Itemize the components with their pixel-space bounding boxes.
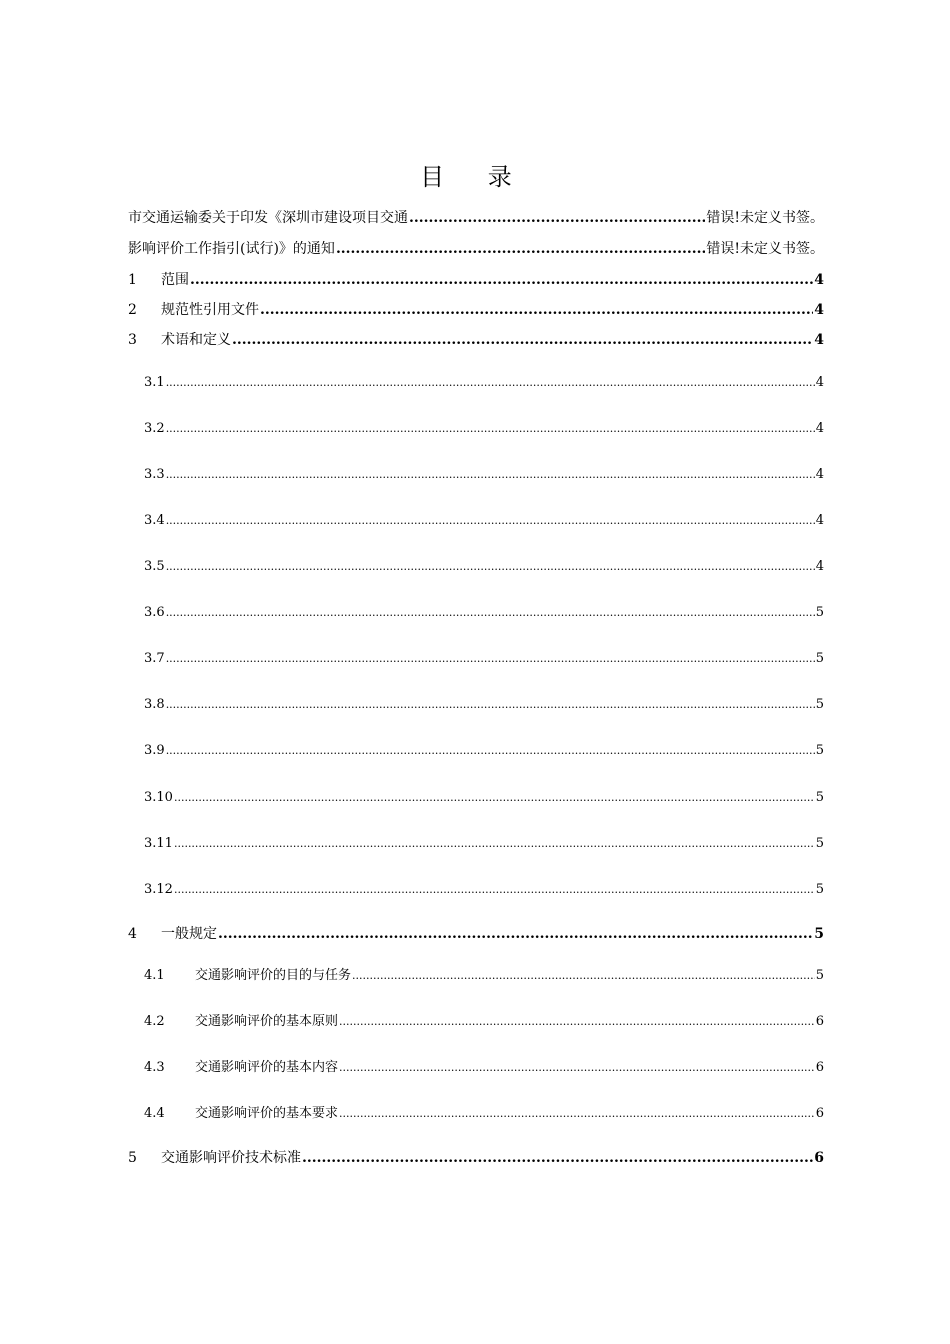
- toc-entry-number: 3.12: [144, 882, 173, 897]
- toc-entry-page: 4: [815, 467, 824, 482]
- toc-entry-text: 市交通运输委关于印发《深圳市建设项目交通: [128, 210, 408, 226]
- toc-entry-number: 5: [128, 1150, 137, 1166]
- toc-entry[interactable]: [128, 331, 824, 349]
- toc-entry[interactable]: [144, 1013, 824, 1031]
- toc-entry-page: 4: [815, 559, 824, 574]
- toc-entry-number: 4.2: [144, 1014, 165, 1029]
- toc-leader-dots: [302, 1149, 813, 1167]
- toc-entry-number: 3.3: [144, 467, 165, 482]
- toc-leader-dots: [166, 420, 815, 438]
- toc-entry-number: 3.2: [144, 421, 165, 436]
- toc-entry-page: 5: [815, 697, 824, 712]
- toc-entry-number: 1: [128, 272, 137, 288]
- toc-leader-dots: [174, 881, 815, 899]
- toc-entry-number: 4.1: [144, 968, 165, 983]
- toc-leader-dots: [174, 835, 815, 853]
- toc-entry[interactable]: [128, 271, 824, 289]
- toc-entry-text: 术语和定义: [161, 332, 231, 348]
- toc-entry-text: 影响评价工作指引(试行)》的通知: [128, 241, 335, 257]
- toc-leader-dots: [174, 789, 815, 807]
- toc-entry[interactable]: [144, 650, 824, 668]
- toc-leader-dots: [166, 374, 815, 392]
- toc-title: 目 录: [420, 163, 530, 191]
- toc-entry-text: 交通影响评价技术标准: [161, 1150, 301, 1166]
- toc-leader-dots: [166, 512, 815, 530]
- toc-entry-page: 5: [815, 743, 824, 758]
- toc-entry-page: 4: [814, 272, 824, 288]
- toc-leader-dots: [166, 742, 815, 760]
- toc-entry[interactable]: [144, 967, 824, 985]
- toc-entry[interactable]: [144, 696, 824, 714]
- toc-entry-number: 4.3: [144, 1060, 165, 1075]
- toc-entry-page: 6: [814, 1150, 824, 1166]
- toc-entry-page: 6: [815, 1060, 824, 1075]
- toc-entry[interactable]: [144, 1059, 824, 1077]
- toc-leader-dots: [260, 301, 813, 319]
- toc-entry-text: 交通影响评价的基本原则: [195, 1014, 339, 1029]
- toc-leader-dots: [336, 240, 705, 258]
- toc-entry-number: 3.6: [144, 605, 165, 620]
- toc-entry-page: 5: [815, 790, 824, 805]
- toc-entry-number: 3.8: [144, 697, 165, 712]
- toc-entry-number: 3.7: [144, 651, 165, 666]
- toc-entry[interactable]: [144, 835, 824, 853]
- toc-leader-dots: [339, 1059, 815, 1077]
- toc-entry[interactable]: [128, 925, 824, 943]
- toc-entry-page: 6: [815, 1106, 824, 1121]
- toc-leader-dots: [218, 925, 813, 943]
- toc-entry-number: 2: [128, 302, 137, 318]
- toc-leader-dots: [166, 604, 815, 622]
- toc-entry-text: 一般规定: [161, 926, 217, 942]
- toc-entry-number: 4.4: [144, 1106, 165, 1121]
- toc-leader-dots: [232, 331, 813, 349]
- toc-entry-number: 3.10: [144, 790, 173, 805]
- toc-leader-dots: [339, 1105, 815, 1123]
- toc-entry-text: 交通影响评价的基本要求: [195, 1106, 339, 1121]
- toc-entry[interactable]: [144, 1105, 824, 1123]
- toc-entry-page: 5: [815, 605, 824, 620]
- toc-entry-page: 4: [815, 375, 824, 390]
- toc-entry-page: 4: [815, 421, 824, 436]
- toc-leader-dots: [339, 1013, 815, 1031]
- toc-entry-number: 3.9: [144, 743, 165, 758]
- toc-entry-page: 4: [814, 332, 824, 348]
- toc-entry-page: 6: [815, 1014, 824, 1029]
- toc-entry-number: 4: [128, 926, 137, 942]
- toc-entry[interactable]: [144, 558, 824, 576]
- toc-entry-number: 3: [128, 332, 137, 348]
- toc-entry-number: 3.4: [144, 513, 165, 528]
- toc-entry[interactable]: [128, 240, 824, 258]
- toc-entry[interactable]: [144, 604, 824, 622]
- toc-leader-dots: [166, 696, 815, 714]
- toc-entry-page: 5: [815, 882, 824, 897]
- toc-entry-page: 错误!未定义书签。: [706, 241, 824, 257]
- toc-entry-text: 规范性引用文件: [161, 302, 259, 318]
- toc-entry-number: 3.5: [144, 559, 165, 574]
- toc-entry-page: 5: [815, 651, 824, 666]
- toc-entry[interactable]: [144, 466, 824, 484]
- toc-leader-dots: [166, 558, 815, 576]
- toc-entry-page: 5: [814, 926, 824, 942]
- toc-entry-text: 交通影响评价的目的与任务: [195, 968, 352, 983]
- toc-entry[interactable]: [144, 789, 824, 807]
- toc-entry-page: 错误!未定义书签。: [706, 210, 824, 226]
- toc-entry-page: 5: [815, 836, 824, 851]
- toc-entry[interactable]: [128, 301, 824, 319]
- toc-entry[interactable]: [144, 742, 824, 760]
- toc-entry[interactable]: [128, 1149, 824, 1167]
- toc-entry[interactable]: [144, 512, 824, 530]
- toc-leader-dots: [166, 466, 815, 484]
- toc-entry-text: 范围: [161, 272, 189, 288]
- toc-leader-dots: [166, 650, 815, 668]
- toc-entry-page: 4: [814, 302, 824, 318]
- toc-leader-dots: [190, 271, 813, 289]
- toc-entry-text: 交通影响评价的基本内容: [195, 1060, 339, 1075]
- toc-entry[interactable]: [128, 209, 824, 227]
- toc-entry[interactable]: [144, 881, 824, 899]
- toc-entry[interactable]: [144, 420, 824, 438]
- toc-entry-page: 5: [815, 968, 824, 983]
- toc-entry-number: 3.1: [144, 375, 165, 390]
- toc-entry[interactable]: [144, 374, 824, 392]
- toc-entry-page: 4: [815, 513, 824, 528]
- toc-leader-dots: [409, 209, 705, 227]
- toc-leader-dots: [352, 967, 815, 985]
- toc-entry-number: 3.11: [144, 836, 173, 851]
